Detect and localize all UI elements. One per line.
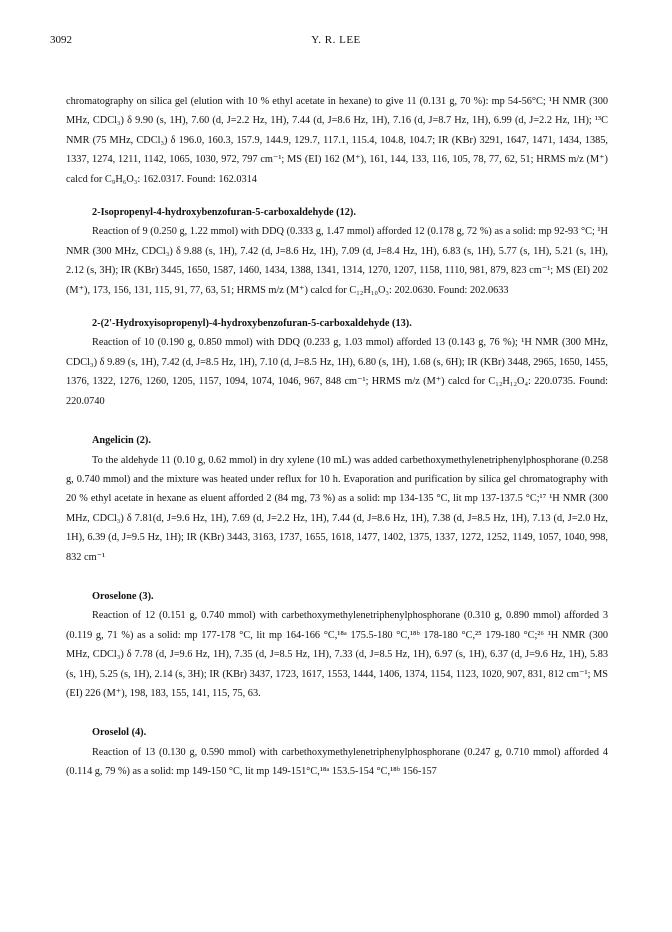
paragraph-continued: chromatography on silica gel (elution with 10 % ethyl acetate in hexane) to give 11 (0.131 g, 70 %): mp 54-56°C; ¹H NMR (300 MHz, CDCl₃) δ 9.90 (s, 1H), 7.60 (d, J=2.2 Hz, 1H), 7.44 (d, J=8.6 Hz, 1H), 7.16 (d, J=8.7 Hz, 1H), 6.99 (d, J=2.2 Hz, 1H); ¹³C NMR (75 MHz, CDCl₃) δ 196.0, 160.3, 157.9, 144.9, 129.7, 117.1, 115.4, 104.8, 104.7; IR (KBr) 3291, 1647, 1471, 1434, 1385, 1337, 1274, 1211, 1142, 1065, 1030, 972, 797 cm⁻¹; MS (EI) 162 (M⁺), 161, 144, 133, 116, 105, 78, 77, 62, 51; HRMS m/z (M⁺) calcd for C₉H₆O₃: 162.0317. Found: 162.0314 (66, 96, 608, 185)
page-body (66, 92, 608, 782)
paragraph-angelicin: To the aldehyde 11 (0.10 g, 0.62 mmol) in dry xylene (10 mL) was added carbethoxymethylenetriphenylphosphorane (0.258 g, 0.740 mmol) and the mixture was heated under reflux for 10 h. Evaporation and purification by silica gel chromatography with 20 % ethyl acetate in hexane as eluent afforded 2 (84 mg, 73 %) as a solid: mp 134-135 °C, lit mp 137-137.5 °C;¹⁷ ¹H NMR (300 MHz, CDCl₃) δ 7.81(d, J=9.6 Hz, 1H), 7.69 (d, J=2.2 Hz, 1H), 7.44 (d, J=8.6 Hz, 1H), 7.38 (d, J=8.5 Hz, 1H), 7.13 (d, J=2.0 Hz, 1H), 6.39 (d, J=9.5 Hz, 1H); IR (KBr) 3443, 3163, 1737, 1655, 1618, 1477, 1402, 1375, 1337, 1272, 1252, 1149, 1057, 1040, 998, 832 cm⁻¹ (66, 454, 608, 563)
running-header (50, 34, 622, 50)
running-author: Y. R. LEE (311, 34, 361, 46)
page-number: 3092 (50, 34, 72, 46)
heading-compound-12: 2-Isopropenyl-4-hydroxybenzofuran-5-carboxaldehyde (12). (92, 207, 356, 219)
heading-compound-13: 2-(2'-Hydroxyisopropenyl)-4-hydroxybenzofuran-5-carboxaldehyde (13). (92, 318, 412, 330)
paragraph-oroselol: Reaction of 13 (0.130 g, 0.590 mmol) with carbethoxymethylenetriphenylphosphorane (0.247 g, 0.710 mmol) afforded 4 (0.114 g, 79 %) as a solid: mp 149-150 °C, lit mp 149-151°C,¹⁸ᵃ 153.5-154 °C,¹⁸ᵇ 156-157 (66, 746, 608, 778)
heading-angelicin: Angelicin (2). (92, 435, 151, 447)
paragraph-compound-12: Reaction of 9 (0.250 g, 1.22 mmol) with DDQ (0.333 g, 1.47 mmol) afforded 12 (0.178 g, 72 %) as a solid: mp 92-93 °C; ¹H NMR (300 MHz, CDCl₃) δ 9.88 (s, 1H), 7.42 (d, J=8.6 Hz, 1H), 7.09 (d, J=8.4 Hz, 1H), 6.83 (s, 1H), 5.77 (s, 1H), 5.21 (s, 1H), 2.12 (s, 3H); IR (KBr) 3445, 1650, 1587, 1460, 1434, 1388, 1341, 1314, 1270, 1207, 1158, 1110, 981, 879, 823 cm⁻¹; MS (EI) 202 (M⁺), 173, 156, 131, 115, 91, 77, 63, 51; HRMS m/z (M⁺) calcd for C₁₂H₁₀O₃: 202.0630. Found: 202.0633 (66, 226, 608, 296)
heading-oroselone: Oroselone (3). (92, 590, 154, 602)
heading-oroselol: Oroselol (4). (92, 727, 147, 739)
paragraph-compound-13: Reaction of 10 (0.190 g, 0.850 mmol) with DDQ (0.233 g, 1.03 mmol) afforded 13 (0.143 g, 76 %); ¹H NMR (300 MHz, CDCl₃) δ 9.89 (s, 1H), 7.42 (d, J=8.5 Hz, 1H), 7.10 (d, J=8.5 Hz, 1H), 6.80 (s, 1H), 1.68 (s, 6H); IR (KBr) 3448, 2965, 1650, 1455, 1376, 1322, 1276, 1260, 1205, 1157, 1094, 1074, 1046, 967, 848 cm⁻¹; HRMS m/z (M⁺) calcd for C₁₂H₁₂O₄: 220.0735. Found: 220.0740 (66, 337, 608, 407)
paragraph-oroselone: Reaction of 12 (0.151 g, 0.740 mmol) with carbethoxymethylenetriphenylphosphorane (0.310 g, 0.890 mmol) afforded 3 (0.119 g, 71 %) as a solid: mp 177-178 °C, lit mp 164-166 °C,¹⁸ᵃ 175.5-180 °C,¹⁸ᵇ 178-180 °C,²⁵ 179-180 °C;²⁶ ¹H NMR (300 MHz, CDCl₃) δ 7.78 (d, J=9.6 Hz, 1H), 7.35 (d, J=8.5 Hz, 1H), 7.33 (d, J=8.5 Hz, 1H), 6.97 (s, 1H), 6.37 (d, J=9.6 Hz, 1H), 5.83 (s, 1H), 5.25 (s, 1H), 2.14 (s, 3H); IR (KBr) 3437, 1723, 1617, 1553, 1444, 1406, 1374, 1154, 1123, 1020, 907, 831, 812 cm⁻¹; MS (EI) 226 (M⁺), 198, 183, 155, 141, 115, 75, 63. (66, 610, 608, 699)
